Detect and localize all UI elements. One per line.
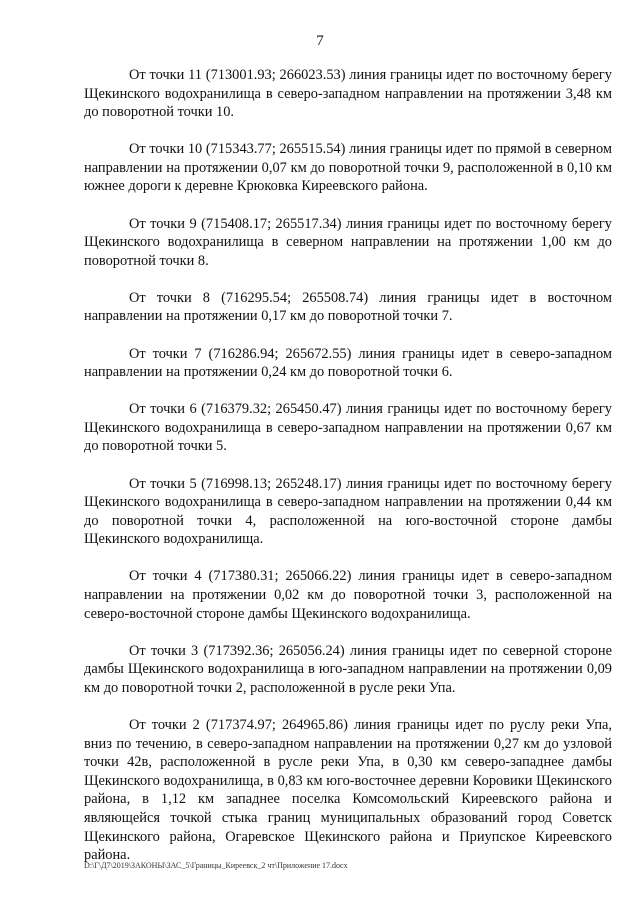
- footer-file-path: D:\Г\Д7\2019\ЗАКОНЫ\ЗАС_5\Границы_Киреевск_2 чт\Приложение 17.docx: [84, 861, 348, 870]
- paragraph: От точки 3 (717392.36; 265056.24) линия границы идет по северной стороне дамбы Щекинского водохранилища в юго-западном направлении на протяжении 0,09 км до поворотной точки 2, расположенной в русле реки Упа.: [84, 642, 612, 696]
- paragraph: От точки 11 (713001.93; 266023.53) линия границы идет по восточному берегу Щекинского водохранилища в северо-западном направлении на протяжении 3,48 км до поворотной точки 10.: [84, 67, 612, 121]
- paragraph: От точки 6 (716379.32; 265450.47) линия границы идет по восточному берегу Щекинского водохранилища в северо-западном направлении на протяжении 0,67 км до поворотной точки 5.: [84, 401, 612, 455]
- document-body: [84, 66, 612, 883]
- paragraph: От точки 8 (716295.54; 265508.74) линия границы идет в восточном направлении на протяжении 0,17 км до поворотной точки 7.: [84, 289, 612, 325]
- paragraph: От точки 9 (715408.17; 265517.34) линия границы идет по восточному берегу Щекинского водохранилища в северном направлении на протяжении 1,00 км до поворотной точки 8.: [84, 215, 612, 269]
- page-number: 7: [316, 33, 324, 49]
- paragraph: От точки 5 (716998.13; 265248.17) линия границы идет по восточному берегу Щекинского водохранилища в северо-западном направлении на протяжении 0,44 км до поворотной точки 4, расположенной на юго-восточной стороне дамбы Щекинского водохранилища.: [84, 475, 612, 548]
- paragraph: От точки 7 (716286.94; 265672.55) линия границы идет в северо-западном направлении на протяжении 0,24 км до поворотной точки 6.: [84, 345, 612, 381]
- paragraph: От точки 2 (717374.97; 264965.86) линия границы идет по руслу реки Упа, вниз по течению, в северо-западном направлении на протяжении 0,27 км до узловой точки 42в, расположенной в русле реки Упа, в 0,30 км северо-западнее дамбы Щекинского водохранилища, в 0,83 км юго-восточнее деревни Коровики Щекинского района, в 1,12 км западнее поселка Комсомольский Киреевского района и являющейся точкой стыка границ муниципальных образований город Советск Щекинского района, Огаревское Щекинского района и Приупское Киреевского района.: [84, 716, 612, 864]
- paragraph: От точки 10 (715343.77; 265515.54) линия границы идет по прямой в северном направлении на протяжении 0,07 км до поворотной точки 9, расположенной в 0,10 км южнее дороги к деревне Крюковка Киреевского района.: [84, 141, 612, 195]
- paragraph: От точки 4 (717380.31; 265066.22) линия границы идет в северо-западном направлении на протяжении 0,02 км до поворотной точки 3, расположенной на северо-восточной стороне дамбы Щекинского водохранилища.: [84, 568, 612, 622]
